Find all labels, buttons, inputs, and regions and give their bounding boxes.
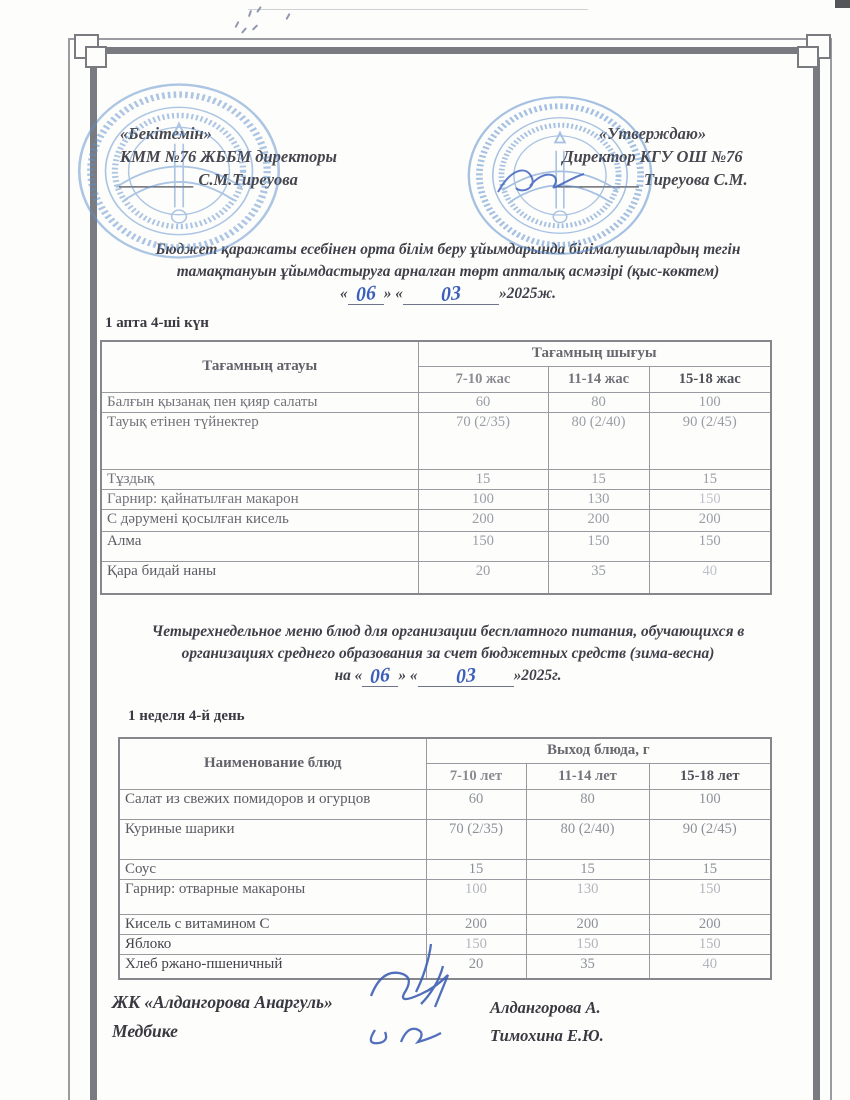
portion-value: 100 (418, 489, 548, 509)
date-text: « (340, 285, 348, 302)
column-header-output: Тағамның шығуы (418, 341, 771, 366)
document-title-ru (108, 621, 788, 687)
table-row (101, 469, 771, 489)
dish-name: Алма (101, 531, 418, 561)
table-row (119, 859, 771, 879)
portion-value: 15 (418, 469, 548, 489)
footer-signer-name: Тимохина Е.Ю. (490, 1026, 604, 1045)
table-row (101, 561, 771, 594)
portion-value: 80 (2/40) (548, 412, 649, 469)
table-row (119, 954, 771, 979)
pen-speck (252, 24, 258, 30)
portion-value: 200 (649, 509, 771, 531)
date-text: »2025г. (513, 667, 562, 684)
column-header-age: 7-10 лет (426, 763, 526, 789)
portion-value: 90 (2/45) (649, 412, 771, 469)
portion-value: 15 (426, 859, 526, 879)
portion-value: 35 (526, 954, 649, 979)
table-row (101, 509, 771, 531)
title-line: организациях среднего образования за счет бюджетных средств (зима-весна) (181, 645, 715, 662)
approval-block-kk (120, 122, 337, 191)
frame-corner-ornament (797, 46, 819, 68)
column-header-dish: Наименование блюд (119, 738, 426, 789)
dish-name: Гарнир: отварные макароны (119, 879, 426, 914)
dish-name: Салат из свежих помидоров и огурцов (119, 789, 426, 819)
table-row (101, 412, 771, 469)
portion-value: 150 (649, 531, 771, 561)
title-line: Четырехнедельное меню блюд для организации бесплатного питания, обучающихся в (151, 623, 745, 640)
handwritten-day: 06 (355, 281, 376, 307)
approval-word: «Бекітемін» (120, 124, 212, 143)
dish-name: Гарнир: қайнатылған макарон (101, 489, 418, 509)
portion-value: 35 (548, 561, 649, 594)
portion-value: 150 (649, 879, 771, 914)
footer-signer-name: Алдангорова А. (490, 998, 601, 1017)
footer-organization: ЖК «Алдангорова Анаргуль» (112, 992, 333, 1012)
portion-value: 200 (418, 509, 548, 531)
pen-speck (234, 21, 239, 28)
table-row (119, 879, 771, 914)
dish-name: Тауық етінен түйнектер (101, 412, 418, 469)
portion-value: 130 (526, 879, 649, 914)
menu-table-ru (118, 737, 772, 980)
table-row (101, 531, 771, 561)
title-line: тамақтануын ұйымдастыруға арналған төрт апталық асмәзірі (қыс-көктем) (176, 263, 720, 280)
week-day-heading-kk: 1 апта 4-ші күн (105, 315, 209, 331)
footer-role: Медбике (112, 1021, 178, 1041)
handwritten-day: 06 (370, 663, 391, 689)
portion-value: 150 (418, 531, 548, 561)
table-row (101, 489, 771, 509)
approval-signature-line: __________ Тиреуова С.М. (557, 170, 748, 189)
dish-name: Тұздық (101, 469, 418, 489)
date-line-kk (108, 283, 788, 305)
column-header-age: 7-10 жас (418, 366, 548, 392)
date-text: »2025ж. (498, 285, 556, 302)
column-header-age: 11-14 жас (548, 366, 649, 392)
portion-value: 150 (526, 934, 649, 954)
portion-value: 200 (649, 914, 771, 934)
portion-value: 15 (649, 469, 771, 489)
handwritten-month: 03 (440, 281, 462, 307)
table-row (101, 392, 771, 412)
portion-value: 70 (2/35) (426, 819, 526, 859)
scan-artifact-line (248, 9, 588, 10)
approval-position: Директор КГУ ОШ №76 (562, 147, 743, 166)
dish-name: Яблоко (119, 934, 426, 954)
dish-name: Хлеб ржано-пшеничный (119, 954, 426, 979)
portion-value: 130 (548, 489, 649, 509)
title-line: Бюджет қаражаты есебінен орта білім беру ұйымдарында білімалушылардың тегін (155, 241, 741, 258)
table-row (119, 819, 771, 859)
approval-signature-line: _________ С.М.Тиреуова (120, 170, 298, 189)
portion-value: 15 (548, 469, 649, 489)
pen-speck (241, 27, 247, 34)
column-header-age: 15-18 лет (649, 763, 771, 789)
column-header-age: 15-18 жас (649, 366, 771, 392)
date-blank (348, 281, 384, 307)
portion-value: 80 (548, 392, 649, 412)
portion-value: 100 (649, 789, 771, 819)
table-row (119, 789, 771, 819)
scan-artifact-dash (835, 0, 850, 8)
week-day-heading-ru: 1 неделя 4-й день (128, 708, 245, 724)
dish-name: Куриные шарики (119, 819, 426, 859)
portion-value: 20 (418, 561, 548, 594)
handwritten-month: 03 (455, 663, 476, 689)
dish-name: Кисель с витамином С (119, 914, 426, 934)
column-header-dish: Тағамның атауы (101, 341, 418, 392)
portion-value: 150 (548, 531, 649, 561)
frame-corner-ornament (85, 46, 107, 68)
portion-value: 80 (2/40) (526, 819, 649, 859)
table-header-row (119, 738, 771, 763)
portion-value: 15 (526, 859, 649, 879)
portion-value: 70 (2/35) (418, 412, 548, 469)
portion-value: 100 (649, 392, 771, 412)
date-text: » « (383, 285, 403, 302)
portion-value: 100 (426, 879, 526, 914)
date-blank (362, 663, 398, 689)
portion-value: 40 (649, 561, 771, 594)
pen-speck (285, 13, 290, 20)
portion-value: 200 (526, 914, 649, 934)
portion-value: 150 (649, 934, 771, 954)
approval-word: «Утверждаю» (598, 124, 707, 143)
column-header-age: 11-14 лет (526, 763, 649, 789)
portion-value: 60 (418, 392, 548, 412)
dish-name: Қара бидай наны (101, 561, 418, 594)
dish-name: С дәрумені қосылған кисель (101, 509, 418, 531)
document-title-kk (108, 239, 788, 305)
portion-value: 200 (426, 914, 526, 934)
portion-value: 15 (649, 859, 771, 879)
approval-block-ru (505, 122, 800, 191)
date-text: на « (334, 667, 363, 684)
portion-value: 200 (548, 509, 649, 531)
menu-table-kk (100, 340, 772, 595)
column-header-output: Выход блюда, г (426, 738, 771, 763)
table-row (119, 914, 771, 934)
portion-value: 90 (2/45) (649, 819, 771, 859)
portion-value: 150 (649, 489, 771, 509)
dish-name: Балғын қызанақ пен қияр салаты (101, 392, 418, 412)
date-line-ru (108, 665, 788, 687)
table-header-row (101, 341, 771, 366)
dish-name: Соус (119, 859, 426, 879)
portion-value: 40 (649, 954, 771, 979)
date-text: » « (398, 667, 418, 684)
portion-value: 20 (426, 954, 526, 979)
portion-value: 150 (426, 934, 526, 954)
pen-speck (248, 10, 252, 17)
date-blank (403, 281, 499, 307)
date-blank (418, 663, 514, 689)
portion-value: 60 (426, 789, 526, 819)
portion-value: 80 (526, 789, 649, 819)
approval-position: КММ №76 ЖББМ директоры (120, 147, 337, 166)
table-row (119, 934, 771, 954)
